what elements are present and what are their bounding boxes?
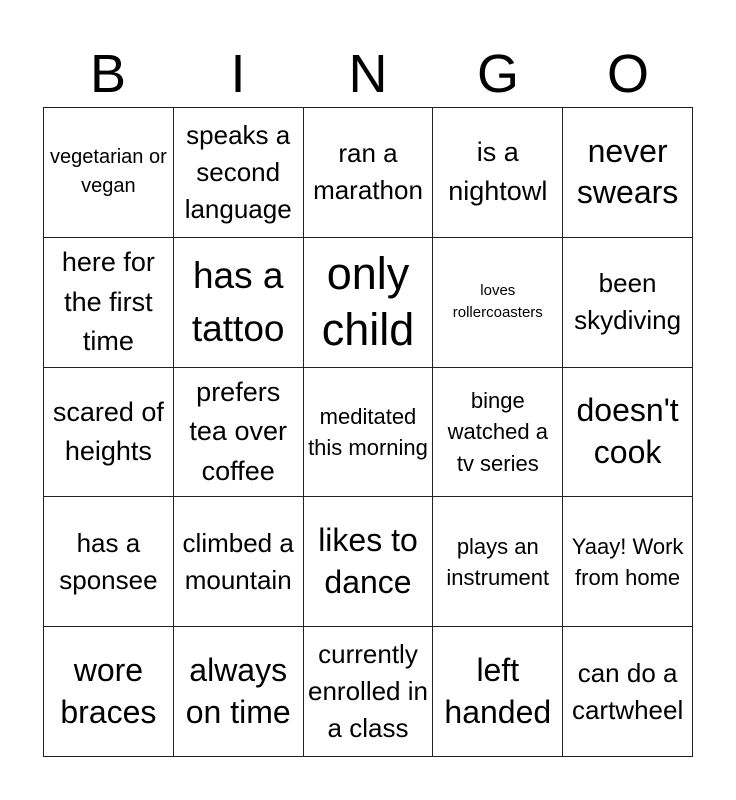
bingo-cell[interactable]: [563, 497, 693, 627]
bingo-cell[interactable]: [433, 238, 563, 368]
cell-label: is a nightowl: [448, 137, 548, 207]
bingo-cell[interactable]: [174, 627, 304, 757]
bingo-cell[interactable]: [174, 497, 304, 627]
bingo-cell[interactable]: [44, 627, 174, 757]
bingo-cell[interactable]: [563, 627, 693, 757]
cell-label: Yaay! Work from home: [571, 533, 684, 590]
bingo-cell[interactable]: [304, 627, 434, 757]
cell-label: always on time: [185, 652, 291, 730]
bingo-cell[interactable]: [433, 627, 563, 757]
cell-label: been skydiving: [574, 268, 682, 336]
bingo-board: [43, 107, 693, 757]
cell-label: scared of heights: [52, 396, 164, 466]
header-letter-g: G: [476, 44, 519, 104]
bingo-cell[interactable]: [433, 497, 563, 627]
cell-label: here for the first time: [61, 247, 155, 356]
bingo-cell[interactable]: [433, 368, 563, 498]
cell-label: currently enrolled in a class: [308, 639, 428, 744]
bingo-cell[interactable]: [304, 108, 434, 238]
header-letter-o: O: [606, 44, 649, 104]
cell-label: can do a cartwheel: [571, 657, 684, 725]
cell-label: meditated this morning: [308, 403, 428, 460]
cell-label: climbed a mountain: [182, 527, 294, 595]
bingo-cell[interactable]: [174, 368, 304, 498]
header-letter-b: B: [89, 44, 127, 104]
bingo-cell[interactable]: [563, 368, 693, 498]
bingo-cell[interactable]: [433, 108, 563, 238]
bingo-cell[interactable]: [563, 238, 693, 368]
bingo-cell[interactable]: [44, 108, 174, 238]
cell-label: plays an instrument: [446, 533, 550, 590]
bingo-cell[interactable]: [174, 238, 304, 368]
header-letter-i: I: [230, 44, 246, 104]
cell-label: speaks a second language: [184, 120, 292, 224]
bingo-cell[interactable]: [304, 368, 434, 498]
cell-label: prefers tea over coffee: [189, 377, 287, 486]
bingo-cell[interactable]: [44, 497, 174, 627]
bingo-cell[interactable]: [174, 108, 304, 238]
cell-label: has a tattoo: [191, 254, 285, 350]
cell-label: has a sponsee: [59, 527, 158, 595]
cell-label: vegetarian or vegan: [50, 146, 167, 198]
cell-label: binge watched a tv series: [447, 388, 548, 476]
cell-label: doesn't cook: [576, 392, 679, 470]
cell-label: loves rollercoasters: [452, 282, 543, 322]
cell-label: only child: [321, 247, 415, 356]
bingo-cell[interactable]: [44, 238, 174, 368]
cell-label: likes to dance: [318, 522, 418, 600]
bingo-cell[interactable]: [304, 238, 434, 368]
bingo-cell[interactable]: [563, 108, 693, 238]
cell-label: ran a marathon: [313, 138, 423, 206]
bingo-cell[interactable]: [304, 497, 434, 627]
cell-label: left handed: [444, 652, 552, 730]
cell-label: never swears: [576, 132, 679, 211]
bingo-cell[interactable]: [44, 368, 174, 498]
bingo-header: [43, 42, 693, 106]
cell-label: wore braces: [60, 652, 157, 730]
header-letter-n: N: [348, 44, 388, 104]
